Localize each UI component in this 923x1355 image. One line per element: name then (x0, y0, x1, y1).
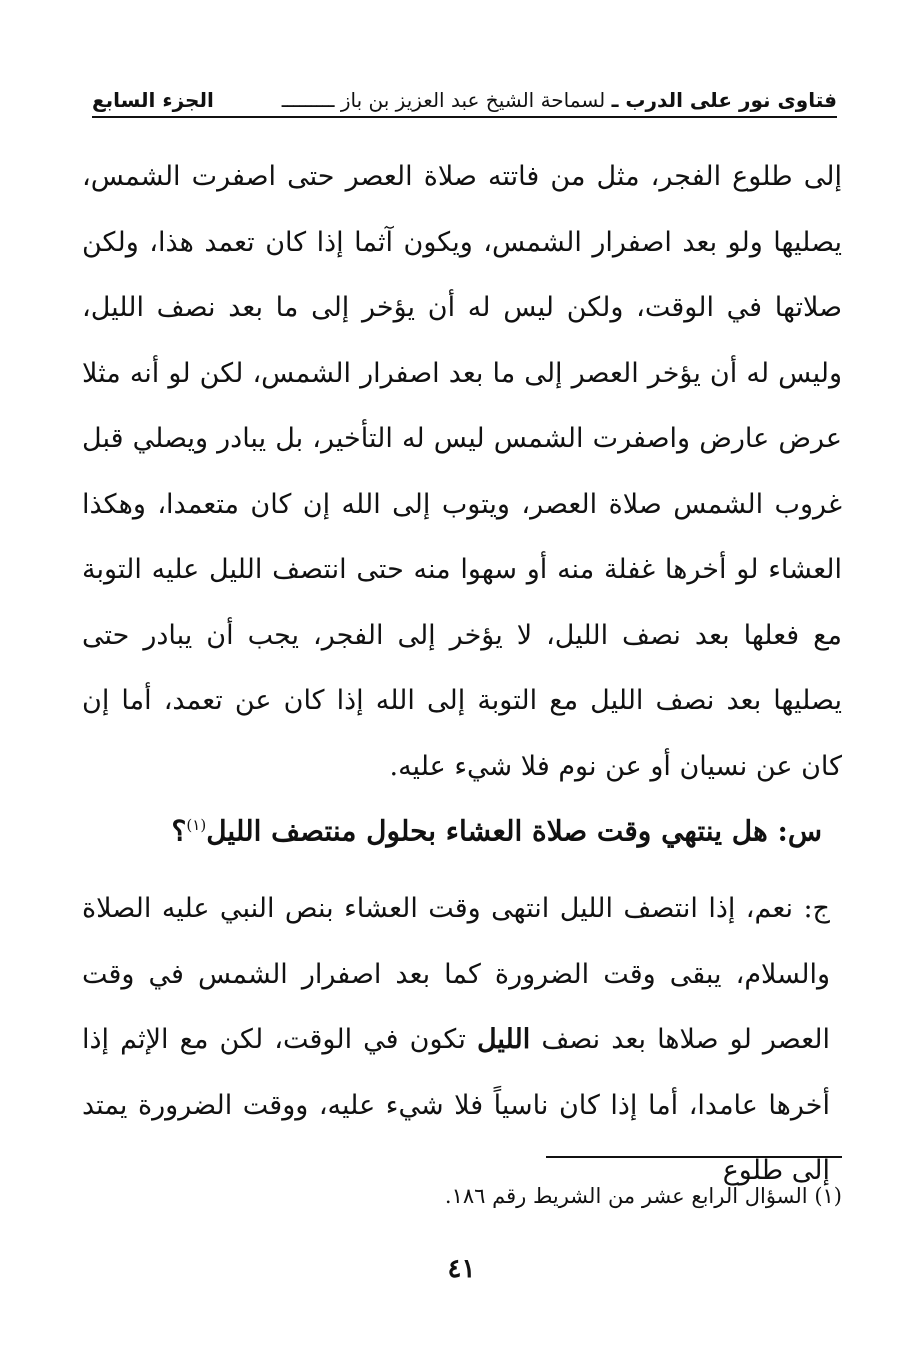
answer-paragraph (82, 876, 842, 1204)
answer-part-2: تكون في الوقت، لكن مع الإثم إذا أخرها عامدا، أما إذا كان ناسياً فلا شيء عليه، ووقت الضرورة يمتد إلى طلوع (82, 1024, 830, 1186)
body-paragraph: إلى طلوع الفجر، مثل من فاتته صلاة العصر حتى اصفرت الشمس، يصليها ولو بعد اصفرار الشمس، ويكون آثما إذا كان تعمد هذا، ولكن صلاتها في الوقت، ولكن ليس له أن يؤخر إلى ما بعد نصف الليل، وليس له أن يؤخر العصر إلى ما بعد اصفرار الشمس، لكن لو أنه مثلا عرض عارض واصفرت الشمس ليس له التأخير، بل يبادر ويصلي قبل غروب الشمس صلاة العصر، ويتوب إلى الله إن كان متعمدا، وهكذا العشاء لو أخرها غفلة منه أو سهوا منه حتى انتصف الليل عليه التوبة مع فعلها بعد نصف الليل، لا يؤخر إلى الفجر، يجب أن يبادر حتى يصليها بعد نصف الليل مع التوبة إلى الله إذا كان عن تعمد، أما إن كان عن نسيان أو عن نوم فلا شيء عليه. (82, 161, 842, 782)
footnote-marker[interactable]: (١) (186, 816, 207, 834)
question-heading (82, 800, 832, 856)
footnote-divider (546, 1156, 842, 1158)
header-book-title: فتاوى نور على الدرب ـ (611, 88, 837, 112)
answer-part-1: ج: نعم، إذا انتصف الليل انتهى وقت العشاء بنص النبي عليه الصلاة والسلام، يبقى وقت الضرورة كما بعد اصفرار الشمس في وقت العصر لو صلاها بعد نصف (82, 893, 830, 1055)
answer-text (82, 876, 842, 1204)
answer-emphasis: الليل (476, 1024, 531, 1055)
body-text (82, 144, 842, 799)
header-title-group (282, 87, 837, 113)
footnote: (١) السؤال الرابع عشر من الشريط رقم ١٨٦. (444, 1184, 842, 1208)
question-mark: ؟ (171, 814, 187, 848)
header-author: لسماحة الشيخ عبد العزيز بن باز ـــــــــ (281, 88, 606, 112)
question-text: س: هل ينتهي وقت صلاة العشاء بحلول منتصف الليل (206, 814, 822, 848)
page-number: ٤١ (447, 1254, 476, 1284)
running-header (92, 88, 837, 118)
header-part: الجزء السابع (92, 88, 214, 112)
